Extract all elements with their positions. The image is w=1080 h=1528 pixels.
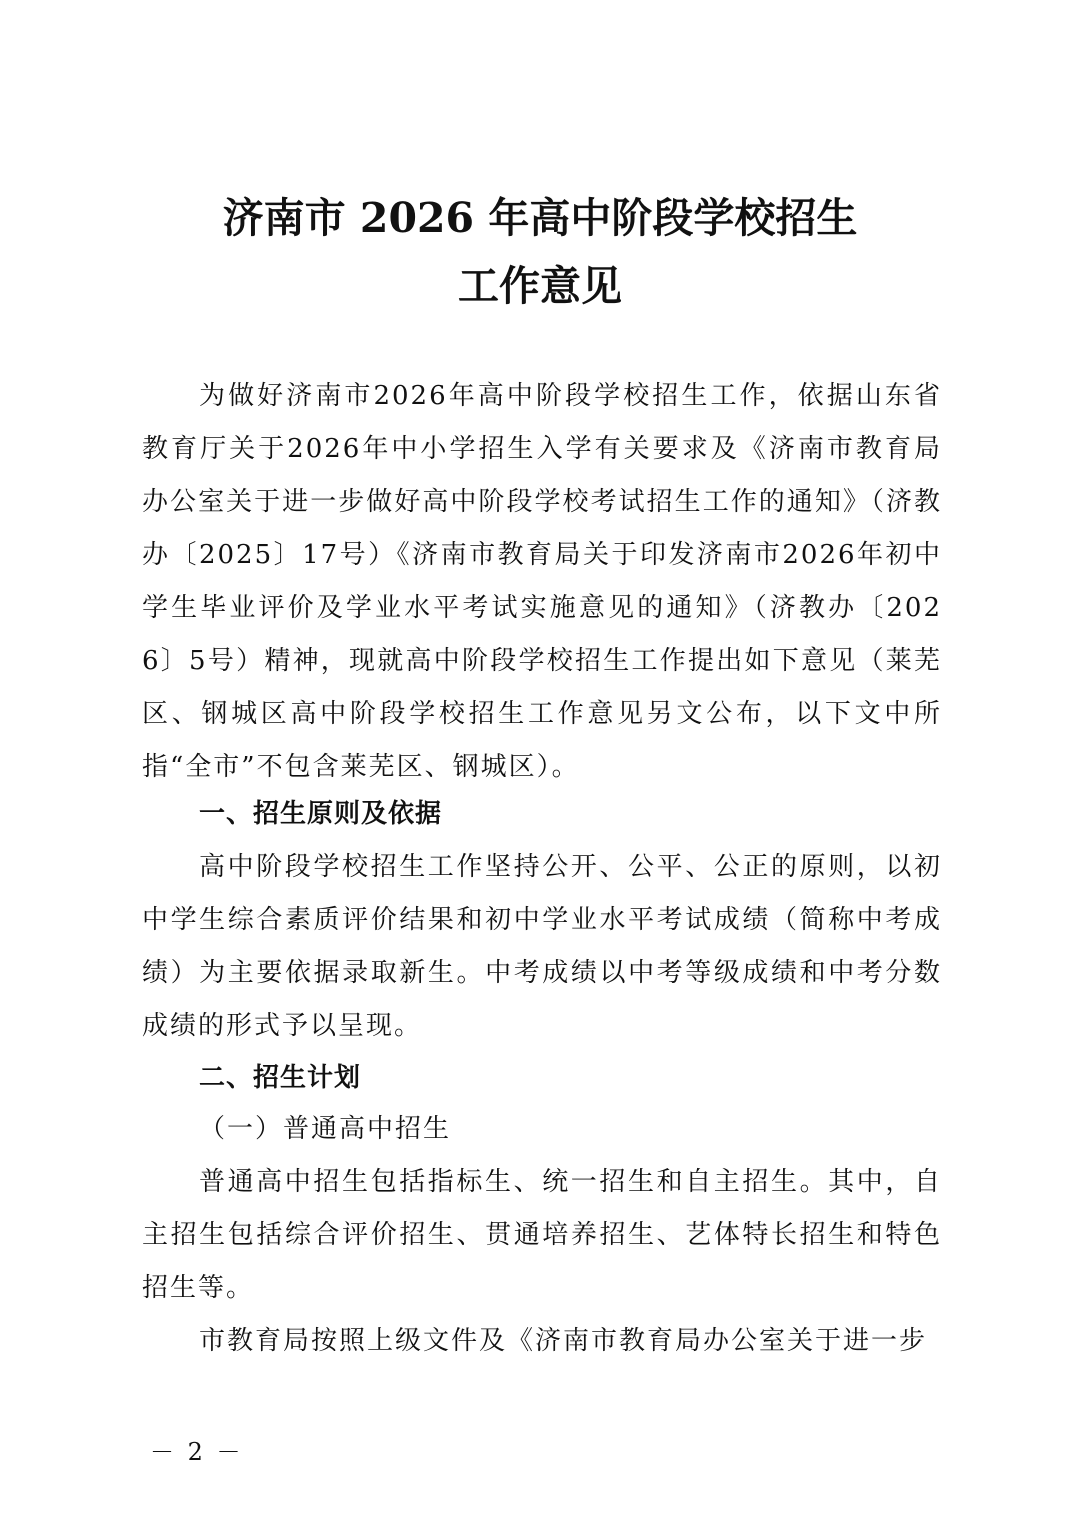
page-number: － 2 －: [150, 1438, 244, 1466]
document-title-line-2: 工作意见: [458, 262, 622, 310]
section-1-heading: 一、招生原则及依据: [199, 799, 443, 829]
section-1-paragraph: 高中阶段学校招生工作坚持公开、公平、公正的原则，以初中学生综合素质评价结果和初中学业水平考试成绩（简称中考成绩）为主要依据录取新生。中考成绩以中考等级成绩和中考分数成绩的形式予以呈现。: [142, 852, 942, 1041]
section-2-paragraph-2: 市教育局按照上级文件及《济南市教育局办公室关于进一步: [199, 1326, 928, 1356]
intro-paragraph: 为做好济南市2026年高中阶段学校招生工作，依据山东省教育厅关于2026年中小学招生入学有关要求及《济南市教育局办公室关于进一步做好高中阶段学校考试招生工作的通知》（济教办〔2025〕17号）《济南市教育局关于印发济南市2026年初中学生毕业评价及学业水平考试实施意见的通知》（济教办〔2026〕5号）精神，现就高中阶段学校招生工作提出如下意见（莱芜区、钢城区高中阶段学校招生工作意见另文公布，以下文中所指“全市”不包含莱芜区、钢城区）。: [142, 381, 942, 782]
section-2-subheading: （一）普通高中招生: [199, 1114, 452, 1144]
document-title-line-1: 济南市 2026 年高中阶段学校招生: [222, 194, 858, 242]
section-2-heading: 二、招生计划: [199, 1063, 362, 1093]
section-2-paragraph-1: 普通高中招生包括指标生、统一招生和自主招生。其中，自主招生包括综合评价招生、贯通培养招生、艺体特长招生和特色招生等。: [142, 1167, 942, 1303]
